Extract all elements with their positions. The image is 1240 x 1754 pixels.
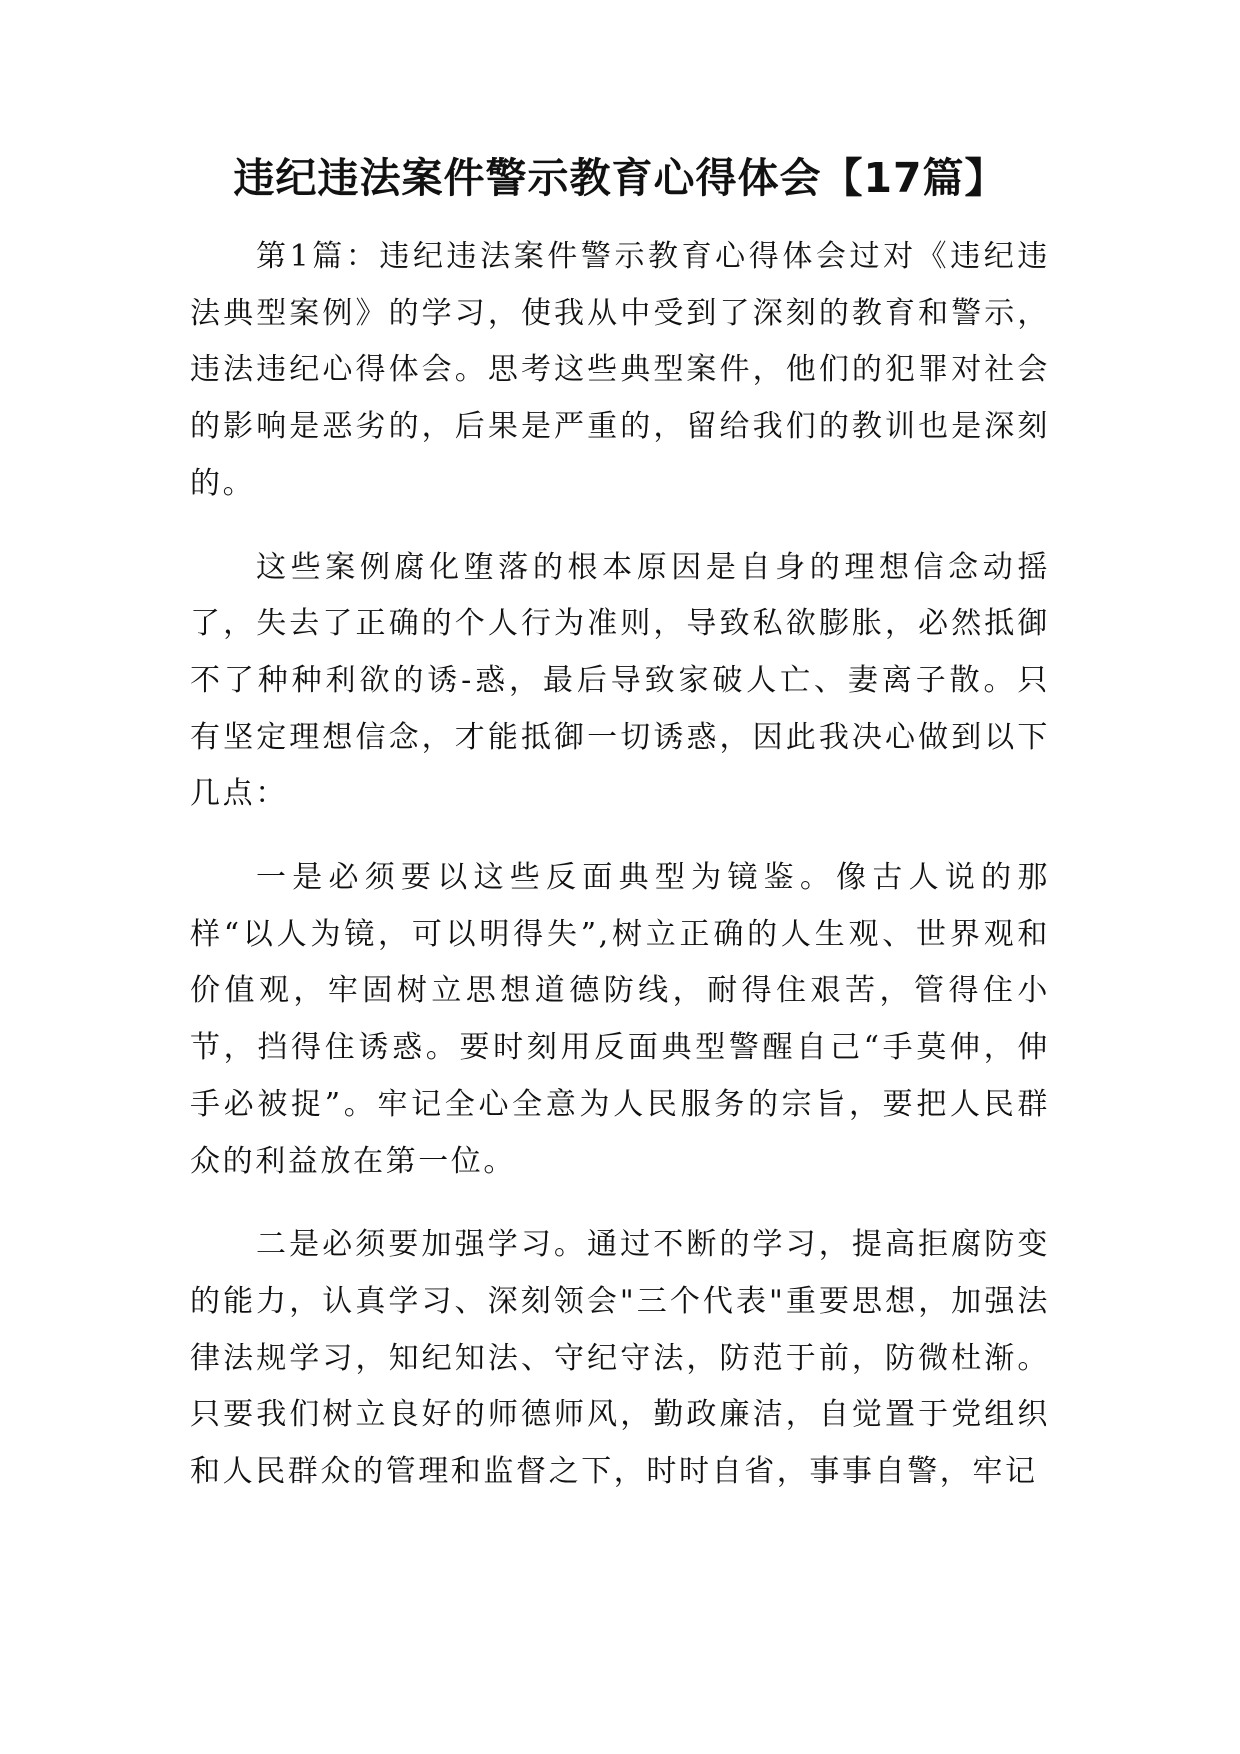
document-title: 违纪违法案件警示教育心得体会【17篇】 (233, 154, 1007, 202)
paragraph-4: 二是必须要加强学习。通过不断的学习，提高拒腐防变的能力，认真学习、深刻领会"三个代表"重要思想，加强法律法规学习，知纪知法、守纪守法，防范于前，防微杜渐。只要我们树立良好的师德师风，勤政廉洁，自觉置于党组织和人民群众的管理和监督之下，时时自省，事事自警，牢记 (190, 1227, 1050, 1490)
paragraph-3: 一是必须要以这些反面典型为镜鉴。像古人说的那样“以人为镜，可以明得失”,树立正确的人生观、世界观和价值观，牢固树立思想道德防线，耐得住艰苦，管得住小节，挡得住诱惑。要时刻用反面典型警醒自己“手莫伸，伸手必被捉”。牢记全心全意为人民服务的宗旨，要把人民群众的利益放在第一位。 (190, 860, 1050, 1179)
paragraph-2: 这些案例腐化堕落的根本原因是自身的理想信念动摇了，失去了正确的个人行为准则，导致私欲膨胀，必然抵御不了种种利欲的诱-惑，最后导致家破人亡、妻离子散。只有坚定理想信念，才能抵御一切诱惑，因此我决心做到以下几点： (190, 549, 1050, 812)
paragraph-1: 第1篇：违纪违法案件警示教育心得体会过对《违纪违法典型案例》的学习，使我从中受到了深刻的教育和警示，违法违纪心得体会。思考这些典型案件，他们的犯罪对社会的影响是恶劣的，后果是严重的，留给我们的教训也是深刻的。 (190, 239, 1050, 501)
document-body (190, 229, 1050, 1528)
